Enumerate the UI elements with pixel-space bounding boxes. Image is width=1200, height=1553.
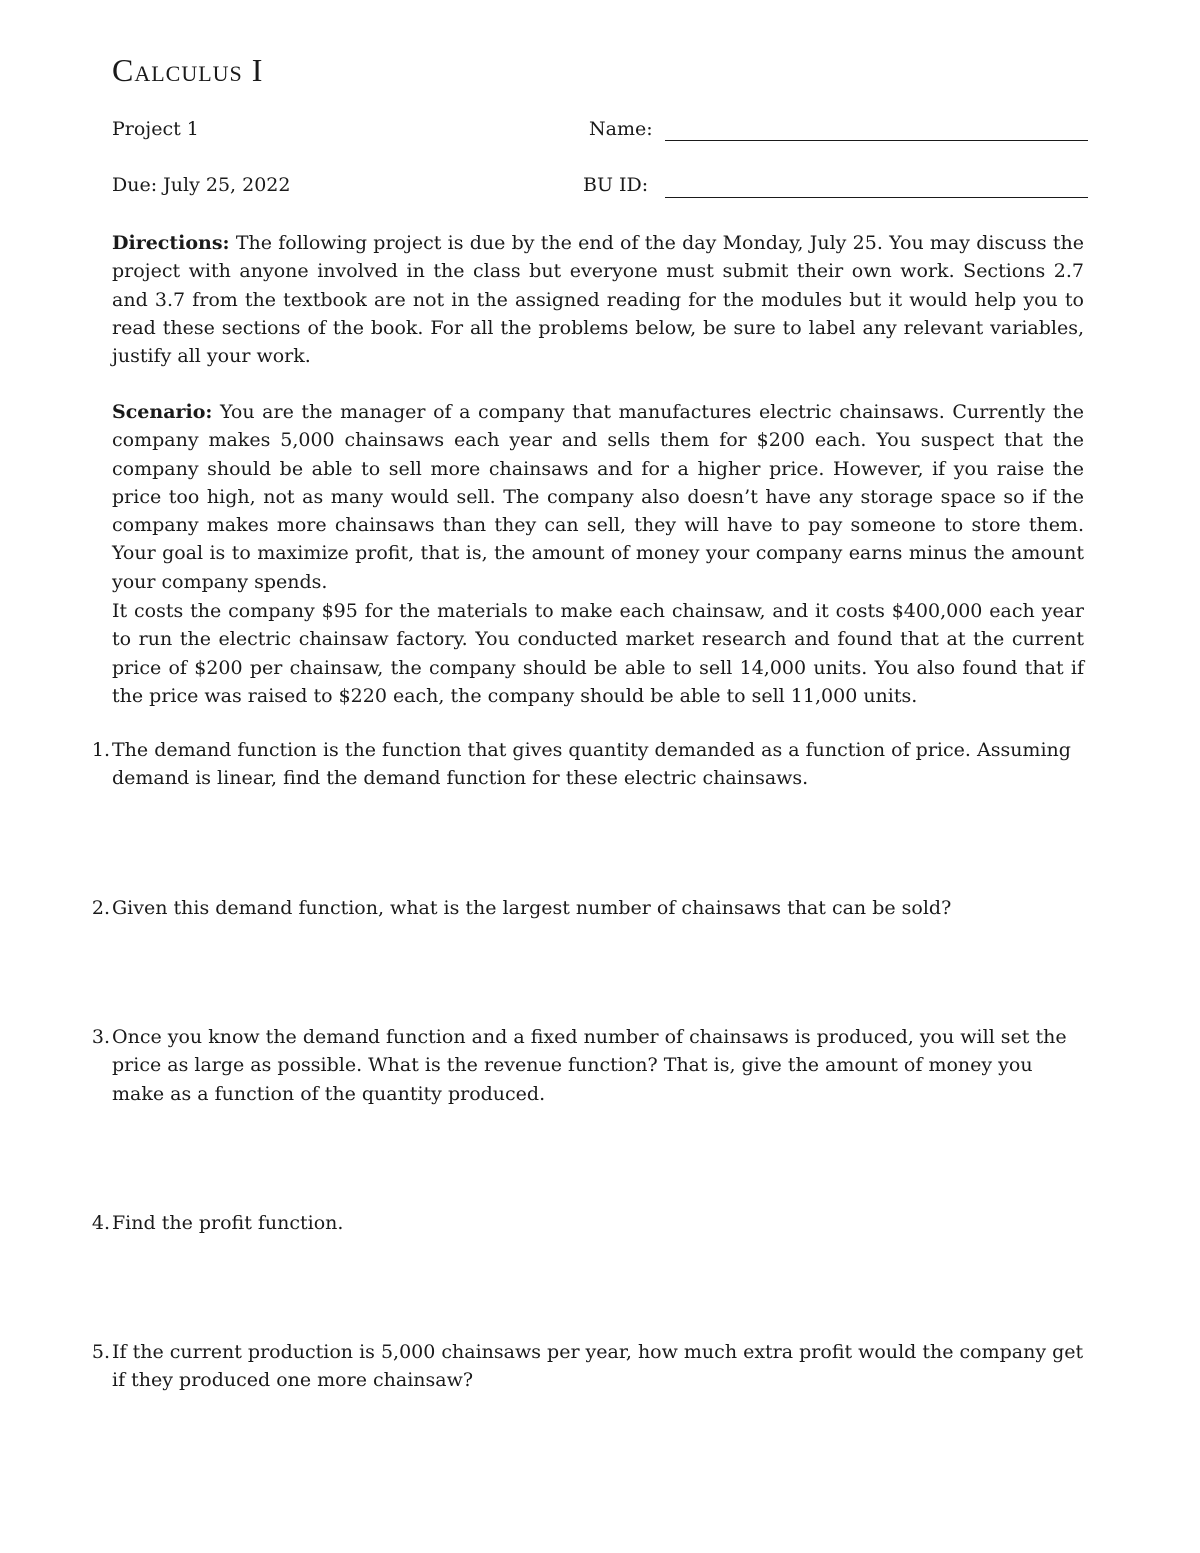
- directions-label: Directions:: [112, 232, 230, 254]
- question-1: The demand function is the function that gives quantity demanded as a function of price. Assuming demand is linear, find the demand function for these electric chainsaws.: [112, 739, 1071, 790]
- question-number: 2.: [91, 897, 110, 919]
- scenario-costs-text: It costs the company $95 for the materials to make each chainsaw, and it costs $400,000 each year to run the electric chainsaw factory. You conducted market research and found that at the current price of $200 per chainsaw, the company should be able to sell 14,000 units. You also found that if the price was raised to $220 each, the company should be able to sell 11,000 units.: [112, 600, 1084, 707]
- project-label: Project 1: [112, 118, 199, 140]
- due-date: Due: July 25, 2022: [112, 174, 291, 196]
- scenario-paragraph: [112, 398, 1084, 596]
- question-number: 3.: [91, 1026, 110, 1048]
- directions-text: The following project is due by the end of the day Monday, July 25. You may discuss the project with anyone involved in the class but everyone must submit their own work. Sections 2.7 and 3.7 from the textbook are not in the assigned reading for the modules but it would help you to read these sections of the book. For all the problems below, be sure to label any relevant variables, justify all your work.: [112, 232, 1085, 368]
- question-4: Find the profit function.: [112, 1212, 344, 1234]
- question-number: 1.: [91, 739, 110, 761]
- bu-id-label: BU ID:: [583, 174, 649, 196]
- scenario-costs-paragraph: [112, 597, 1084, 710]
- bu-id-field-line: [665, 197, 1088, 198]
- name-field-line: [665, 140, 1088, 141]
- question-2: Given this demand function, what is the largest number of chainsaws that can be sold?: [112, 897, 952, 919]
- page-title: Calculus I: [112, 52, 264, 88]
- scenario-text: You are the manager of a company that manufactures electric chainsaws. Currently the company makes 5,000 chainsaws each year and sells them for $200 each. You suspect that the company should be able to sell more chainsaws and for a higher price. However, if you raise the price too high, not as many would sell. The company also doesn’t have any storage space so if the company makes more chainsaws than they can sell, they will have to pay someone to store them. Your goal is to maximize profit, that is, the amount of money your company earns minus the amount your company spends.: [112, 401, 1084, 593]
- directions-paragraph: [112, 229, 1084, 370]
- question-3: Once you know the demand function and a fixed number of chainsaws is produced, you will set the price as large as possible. What is the revenue function? That is, give the amount of money you make as a function of the quantity produced.: [112, 1026, 1067, 1105]
- scenario-label: Scenario:: [112, 401, 213, 423]
- question-5: If the current production is 5,000 chainsaws per year, how much extra profit would the company get if they produced one more chainsaw?: [112, 1341, 1084, 1392]
- name-label: Name:: [589, 118, 653, 140]
- question-number: 5.: [91, 1341, 110, 1363]
- question-number: 4.: [91, 1212, 110, 1234]
